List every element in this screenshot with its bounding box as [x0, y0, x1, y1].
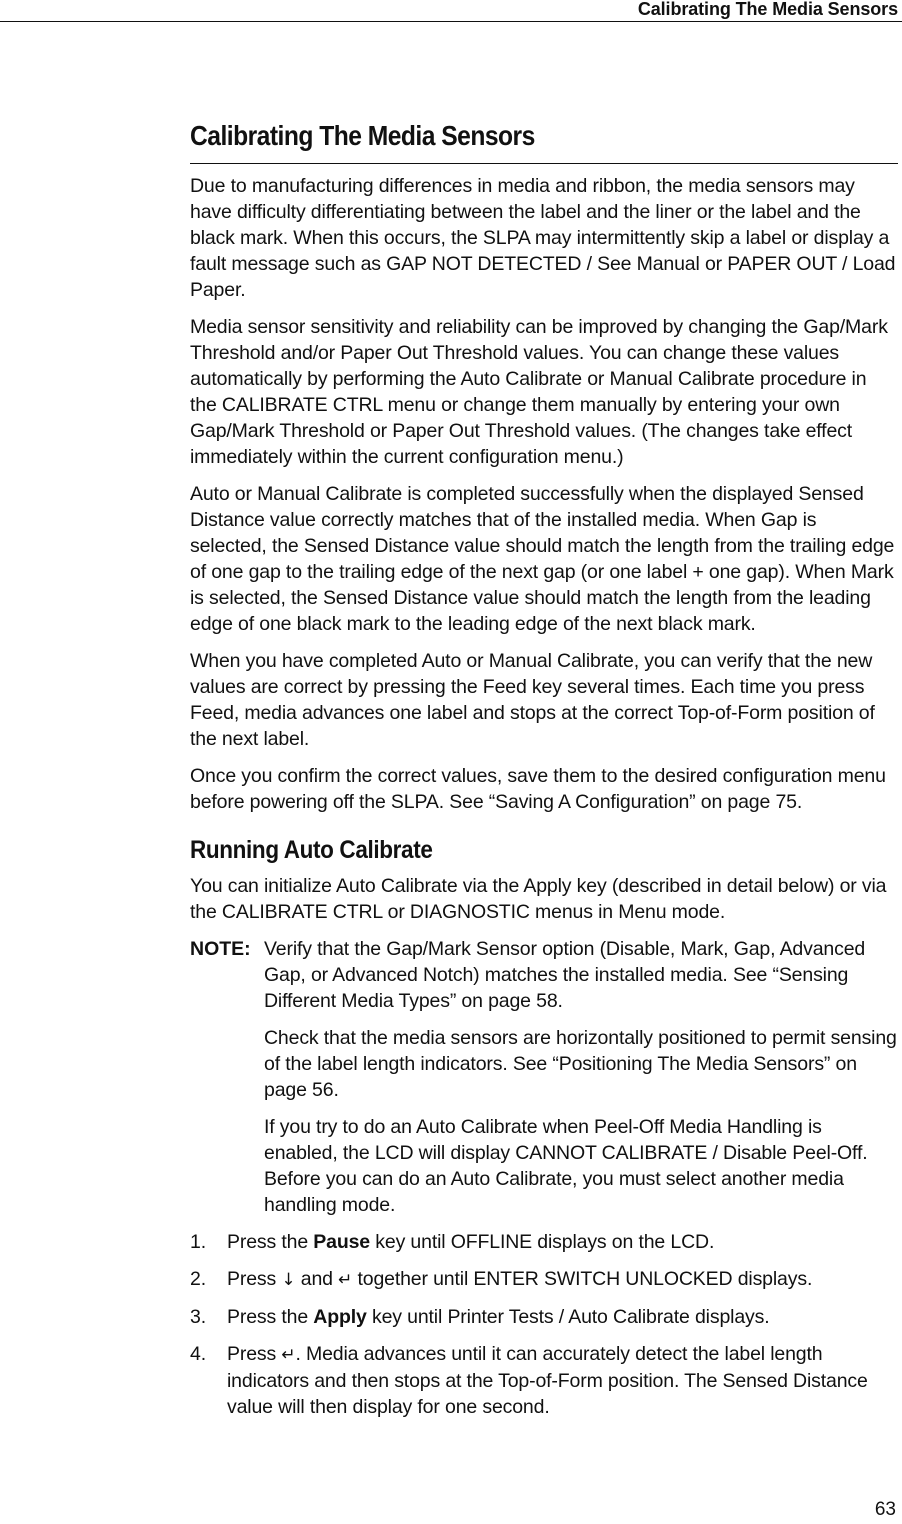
- step-item: [190, 1229, 898, 1255]
- subsection-intro: You can initialize Auto Calibrate via the Apply key (described in detail below) or via the CALIBRATE CTRL or DIAGNOSTIC menus in Menu mode.: [190, 875, 887, 923]
- note-paragraph: If you try to do an Auto Calibrate when Peel-Off Media Handling is enabled, the LCD will display CANNOT CALIBRATE / Disable Peel-Off. Before you can do an Auto Calibrate, you must select another media handling mode.: [264, 1116, 868, 1216]
- page-content: [190, 116, 898, 1431]
- step-text: Press the Apply key until Printer Tests / Auto Calibrate displays.: [227, 1306, 770, 1328]
- paragraph-5: Once you confirm the correct values, save them to the desired configuration menu before powering off the SLPA. See “Saving A Configuration” on page 75.: [190, 765, 886, 813]
- step-number: 4.: [190, 1343, 206, 1365]
- step-text: Press the Pause key until OFFLINE displays on the LCD.: [227, 1231, 715, 1253]
- running-header-title: Calibrating The Media Sensors: [637, 0, 898, 19]
- note-block: [190, 936, 898, 1229]
- paragraph-2: Media sensor sensitivity and reliability can be improved by changing the Gap/Mark Threshold and/or Paper Out Threshold values. You can change these values automatically by performing the Auto Calibrate or Manual Calibrate procedure in the CALIBRATE CTRL menu or change them manually by entering your own Gap/Mark Threshold or Paper Out Threshold values. (The changes take effect immediately within the current configuration menu.): [190, 316, 888, 468]
- note-label: NOTE:: [190, 938, 251, 960]
- pause-key-name: Pause: [313, 1231, 370, 1253]
- note-paragraph: Verify that the Gap/Mark Sensor option (Disable, Mark, Gap, Advanced Gap, or Advanced Notch) matches the installed media. See “Sensing Different Media Types” on page 58.: [264, 938, 866, 1012]
- step-number: 2.: [190, 1268, 206, 1290]
- section-title: Calibrating The Media Sensors: [190, 120, 535, 151]
- step-item: [190, 1341, 898, 1420]
- step-number: 1.: [190, 1231, 206, 1253]
- apply-key-name: Apply: [313, 1306, 367, 1328]
- enter-key-icon: ↵: [281, 1345, 296, 1365]
- note-body: [264, 936, 898, 1229]
- step-text: Press ↓ and ↵ together until ENTER SWITCH UNLOCKED displays.: [227, 1268, 813, 1290]
- running-header: [0, 0, 902, 22]
- paragraph-3: Auto or Manual Calibrate is completed successfully when the displayed Sensed Distance value correctly matches that of the installed media. When Gap is selected, the Sensed Distance value should match the length from the trailing edge of one gap to the trailing edge of the next gap (or one label + one gap). When Mark is selected, the Sensed Distance value should match the length from the leading edge of one black mark to the leading edge of the next black mark.: [190, 483, 895, 635]
- paragraph-1: Due to manufacturing differences in media and ribbon, the media sensors may have difficulty differentiating between the label and the liner or the label and the black mark. When this occurs, the SLPA may intermittently skip a label or display a fault message such as GAP NOT DETECTED / See Manual or PAPER OUT / Load Paper.: [190, 175, 896, 301]
- procedure-steps: [190, 1229, 898, 1420]
- note-paragraph: Check that the media sensors are horizontally positioned to permit sensing of the label length indicators. See “Positioning The Media Sensors” on page 56.: [264, 1027, 897, 1101]
- title-divider: [190, 163, 898, 164]
- page-number: 63: [874, 1499, 896, 1520]
- step-item: [190, 1266, 898, 1293]
- paragraph-4: When you have completed Auto or Manual Calibrate, you can verify that the new values are correct by pressing the Feed key several times. Each time you press Feed, media advances one label and stops at the correct Top-of-Form position of the next label.: [190, 650, 875, 750]
- down-arrow-icon: ↓: [281, 1270, 296, 1290]
- step-number: 3.: [190, 1306, 206, 1328]
- subsection-title: Running Auto Calibrate: [190, 836, 433, 864]
- step-text: Press ↵. Media advances until it can accurately detect the label length indicators and then stops at the Top-of-Form position. The Sensed Distance value will then display for one second.: [227, 1343, 868, 1418]
- step-item: [190, 1304, 898, 1330]
- enter-key-icon: ↵: [338, 1270, 353, 1290]
